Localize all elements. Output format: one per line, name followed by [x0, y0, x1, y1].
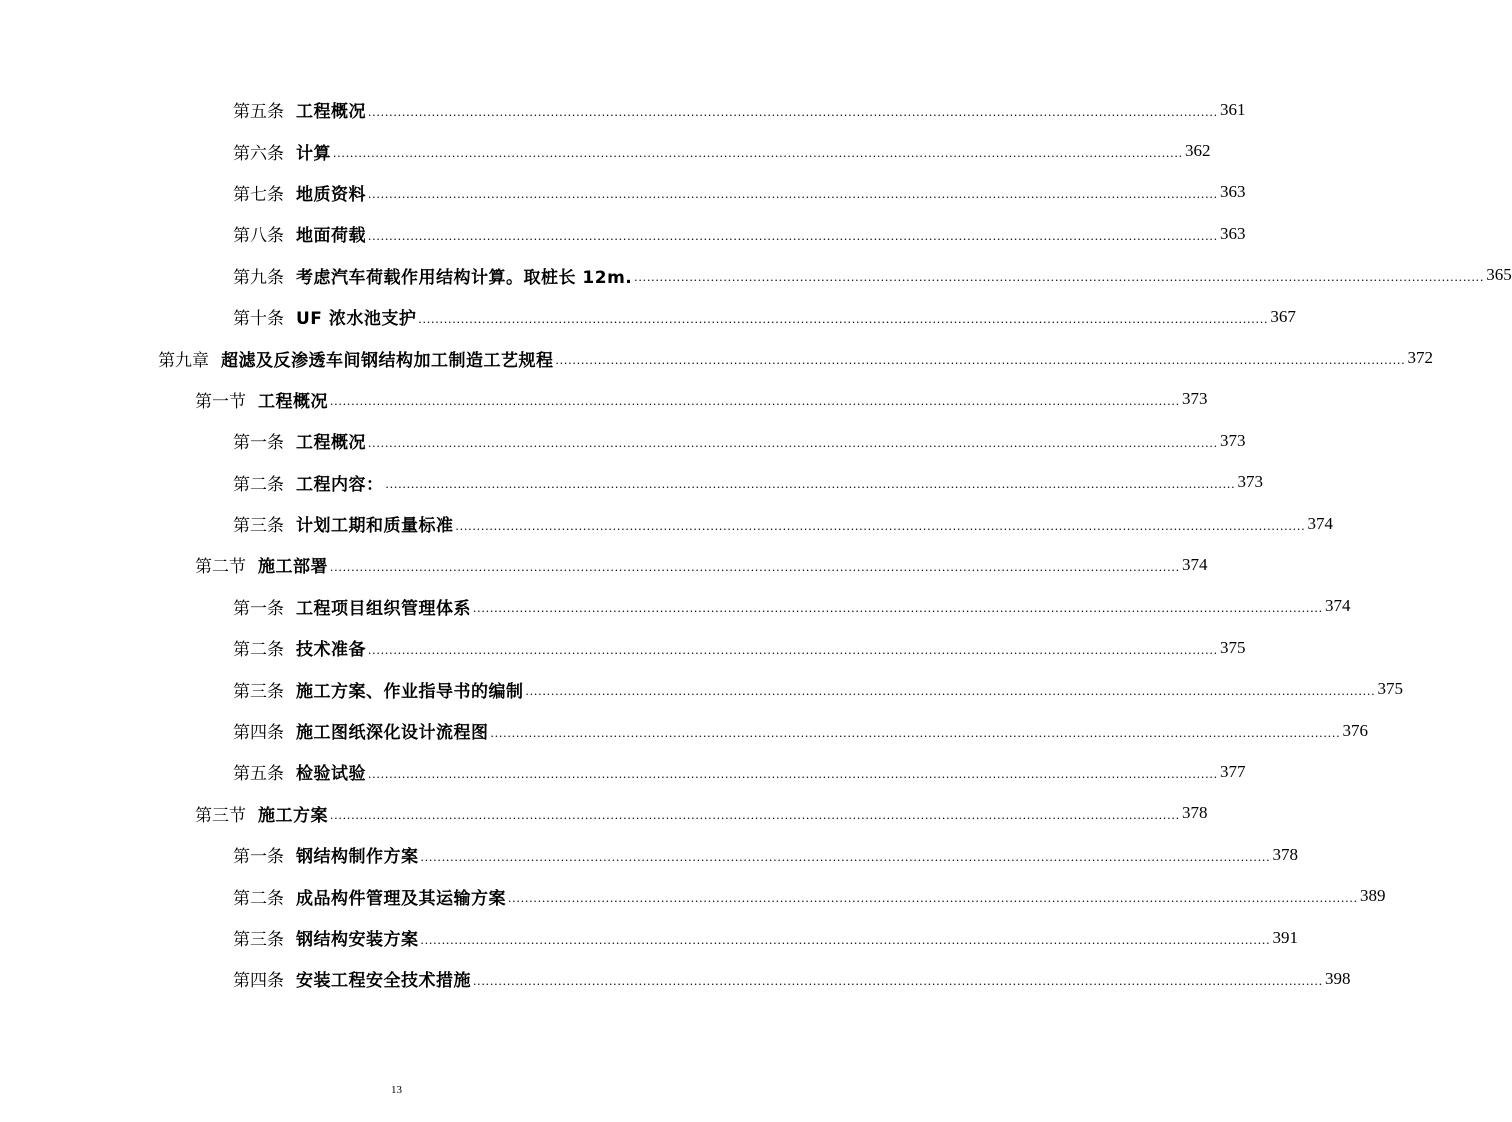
toc-dot-leader: ........................................................................................................................................................................................................ — [455, 517, 1306, 533]
toc-entry-title: 施工部署 — [258, 557, 328, 578]
toc-entry-title: 地面荷载 — [296, 226, 366, 247]
toc-entry-section[interactable] — [0, 793, 1208, 834]
toc-entry-page: 398 — [1325, 968, 1351, 988]
toc-entry-title: 施工方案 — [258, 805, 328, 826]
toc-entry-number: 第七条 — [233, 184, 284, 205]
toc-entry-article[interactable] — [0, 710, 1368, 751]
toc-entry-article[interactable] — [0, 130, 1211, 171]
toc-entry-title: 考虑汽车荷载作用结构计算。取桩长 12m. — [296, 267, 633, 288]
toc-entry-title: UF 浓水池支护 — [296, 309, 417, 330]
toc-dot-leader: ........................................................................................................................................................................................................ — [473, 600, 1323, 616]
toc-entry-title: 成品构件管理及其运输方案 — [296, 888, 506, 909]
toc-entry-article[interactable] — [0, 89, 1246, 130]
toc-entry-article[interactable] — [0, 586, 1351, 627]
toc-entry-title: 工程概况 — [258, 391, 328, 412]
toc-entry-page: 363 — [1220, 182, 1246, 202]
toc-entry-title: 工程项目组织管理体系 — [296, 598, 471, 619]
toc-entry-article[interactable] — [0, 668, 1403, 709]
toc-entry-number: 第九条 — [233, 267, 284, 288]
toc-dot-leader: ........................................................................................................................................................................................................ — [473, 972, 1323, 988]
toc-entry-number: 第三条 — [233, 516, 284, 537]
toc-entry-number: 第二条 — [233, 888, 284, 909]
toc-entry-number: 第二节 — [195, 557, 246, 578]
toc-entry-number: 第一条 — [233, 433, 284, 454]
toc-entry-page: 378 — [1272, 844, 1298, 864]
toc-entry-article[interactable] — [0, 420, 1246, 461]
toc-entry-number: 第八条 — [233, 226, 284, 247]
toc-dot-leader: ........................................................................................................................................................................................................ — [368, 641, 1218, 657]
toc-entry-title: 检验试验 — [296, 764, 366, 785]
toc-entry-page: 377 — [1220, 761, 1246, 781]
toc-entry-number: 第三条 — [233, 930, 284, 950]
toc-entry-page: 373 — [1237, 472, 1263, 492]
toc-entry-page: 373 — [1220, 430, 1246, 450]
toc-entry-number: 第二条 — [233, 474, 284, 495]
toc-entry-chapter[interactable] — [0, 337, 1433, 378]
toc-dot-leader: ........................................................................................................................................................................................................ — [368, 434, 1218, 450]
toc-entry-number: 第九章 — [158, 350, 209, 371]
toc-entry-number: 第三条 — [233, 681, 284, 702]
toc-entry-page: 374 — [1182, 554, 1208, 574]
toc-dot-leader: ........................................................................................................................................................................................................ — [420, 848, 1271, 864]
toc-entry-page: 367 — [1270, 306, 1296, 326]
toc-dot-leader: ........................................................................................................................................................................................................ — [368, 227, 1218, 243]
toc-entry-title: 计划工期和质量标准 — [296, 516, 454, 537]
toc-entry-article[interactable] — [0, 296, 1296, 337]
toc-entry-page: 391 — [1272, 927, 1298, 947]
toc-entry-article[interactable] — [0, 462, 1263, 503]
toc-entry-number: 第十条 — [233, 309, 284, 330]
toc-entry-section[interactable] — [0, 544, 1208, 585]
toc-entry-number: 第一条 — [233, 598, 284, 619]
toc-entry-title: 工程概况 — [296, 433, 366, 454]
toc-entry-title: 计算 — [296, 143, 331, 164]
toc-entry-page: 375 — [1377, 679, 1403, 699]
toc-dot-leader: ........................................................................................................................................................................................................ — [330, 807, 1180, 823]
toc-entry-page: 389 — [1360, 886, 1386, 906]
toc-dot-leader: ........................................................................................................................................................................................................ — [368, 103, 1218, 119]
toc-entry-number: 第六条 — [233, 143, 284, 164]
toc-entry-page: 365 — [1486, 265, 1512, 285]
toc-entry-article[interactable] — [0, 255, 1512, 296]
toc-entry-article[interactable] — [0, 213, 1246, 254]
toc-entry-number: 第五条 — [233, 102, 284, 123]
toc-entry-title: 超滤及反渗透车间钢结构加工制造工艺规程 — [221, 350, 554, 371]
toc-entry-page: 374 — [1325, 596, 1351, 616]
toc-entry-number: 第一节 — [195, 391, 246, 412]
toc-dot-leader: ........................................................................................................................................................................................................ — [634, 269, 1485, 285]
toc-entry-section[interactable] — [0, 379, 1208, 420]
toc-entry-title: 施工图纸深化设计流程图 — [296, 723, 489, 744]
toc-entry-title: 技术准备 — [296, 640, 366, 661]
toc-entry-title: 钢结构制作方案 — [296, 847, 419, 868]
toc-entry-page: 378 — [1182, 803, 1208, 823]
toc-entry-article[interactable] — [0, 875, 1386, 916]
toc-entry-number: 第五条 — [233, 764, 284, 785]
page-number: 13 — [391, 1084, 402, 1096]
toc-dot-leader: ........................................................................................................................................................................................................ — [525, 683, 1376, 699]
toc-dot-leader: ........................................................................................................................................................................................................ — [555, 352, 1406, 368]
toc-dot-leader: ........................................................................................................................................................................................................ — [330, 558, 1180, 574]
toc-entry-title: 地质资料 — [296, 184, 366, 205]
toc-entry-article[interactable] — [0, 834, 1298, 875]
toc-entry-number: 第四条 — [233, 723, 284, 744]
toc-dot-leader: ........................................................................................................................................................................................................ — [418, 310, 1269, 326]
toc-entry-article[interactable] — [0, 751, 1246, 792]
toc-dot-leader: ........................................................................................................................................................................................................ — [368, 765, 1218, 781]
toc-entry-page: 373 — [1182, 389, 1208, 409]
toc-entry-article[interactable] — [0, 917, 1298, 958]
toc-entry-number: 第一条 — [233, 847, 284, 868]
toc-entry-page: 375 — [1220, 637, 1246, 657]
toc-dot-leader: ........................................................................................................................................................................................................ — [508, 890, 1358, 906]
toc-dot-leader: ........................................................................................................................................................................................................ — [420, 931, 1271, 947]
toc-entry-article[interactable] — [0, 627, 1246, 668]
toc-entry-page: 374 — [1307, 513, 1333, 533]
toc-entry-title: 工程内容： — [296, 474, 384, 495]
toc-entry-title: 钢结构安装方案 — [296, 930, 419, 950]
toc-entry-article[interactable] — [0, 503, 1333, 544]
toc-dot-leader: ........................................................................................................................................................................................................ — [333, 145, 1183, 161]
toc-dot-leader: ........................................................................................................................................................................................................ — [368, 186, 1218, 202]
toc-entry-page: 362 — [1185, 141, 1211, 161]
toc-dot-leader: ........................................................................................................................................................................................................ — [330, 393, 1180, 409]
table-of-contents — [0, 89, 1512, 1000]
toc-entry-article[interactable] — [0, 958, 1351, 999]
toc-entry-title: 工程概况 — [296, 102, 366, 123]
toc-entry-page: 361 — [1220, 99, 1246, 119]
toc-entry-title: 安装工程安全技术措施 — [296, 971, 471, 992]
toc-dot-leader: ........................................................................................................................................................................................................ — [490, 724, 1341, 740]
toc-entry-number: 第二条 — [233, 640, 284, 661]
toc-entry-number: 第三节 — [195, 805, 246, 826]
toc-entry-number: 第四条 — [233, 971, 284, 992]
toc-entry-title: 施工方案、作业指导书的编制 — [296, 681, 524, 702]
toc-entry-article[interactable] — [0, 172, 1246, 213]
toc-entry-page: 363 — [1220, 223, 1246, 243]
toc-entry-page: 376 — [1342, 720, 1368, 740]
toc-dot-leader: ........................................................................................................................................................................................................ — [385, 476, 1236, 492]
toc-entry-page: 372 — [1407, 348, 1433, 368]
